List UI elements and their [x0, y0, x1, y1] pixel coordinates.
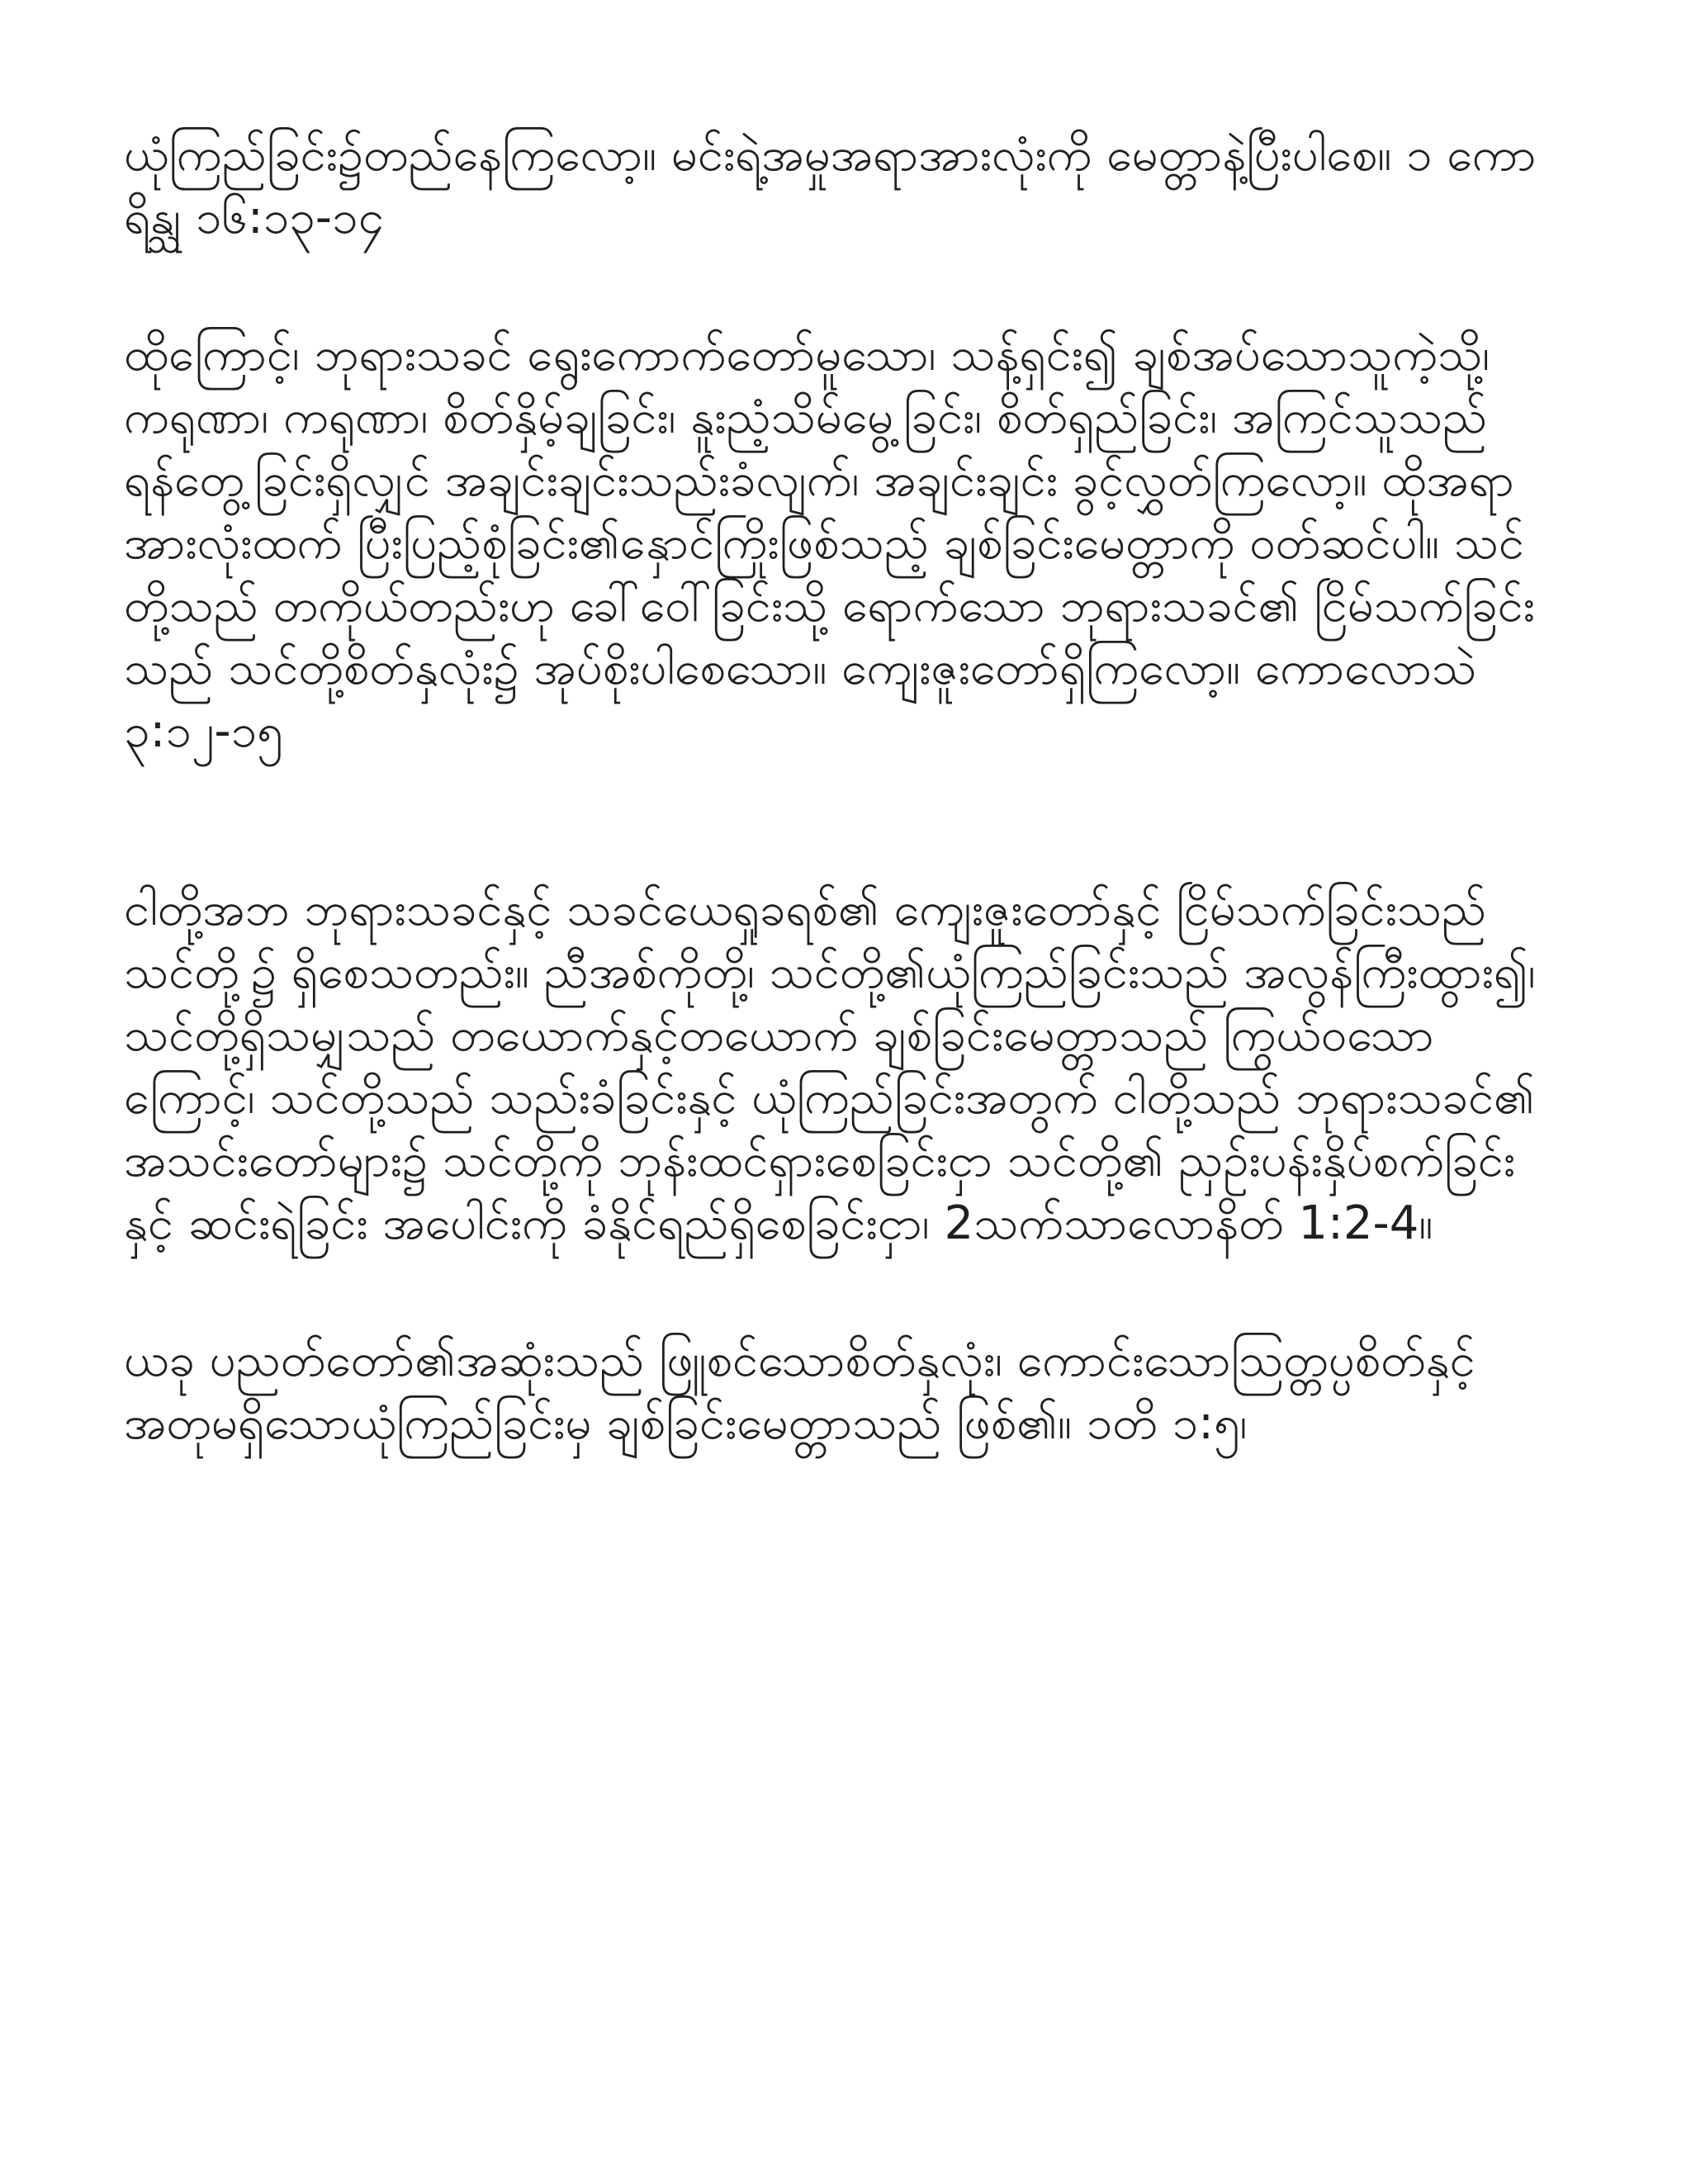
paragraph-1: ယုံကြည်ခြင်း၌တည်နေကြလော့။ မင်းရဲ့အမှုအရာအားလုံးကို မေတ္တာနဲ့ပြီးပါစေ။ ၁ ကောရိန္သု ၁၆:၁၃-၁၄ — [124, 128, 1537, 244]
paragraph-3: ငါတို့အဘ ဘုရားသခင်နှင့် သခင်ယေရှုခရစ်၏ ကျေးဇူးတော်နှင့် ငြိမ်သက်ခြင်းသည် သင်တို့၌ ရှိစေသတည်း။ ညီအစ်ကိုတို့၊ သင်တို့၏ယုံကြည်ခြင်းသည် အလွန်ကြီးထွား၍၊ သင်တို့ရှိသမျှသည် တယောက်နှင့်တယောက် ချစ်ခြင်းမေတ္တာသည် ကြွယ်ဝသောကြောင့်၊ သင်တို့သည် သည်းခံခြင်းနှင့် ယုံကြည်ခြင်းအတွက် ငါတို့သည် ဘုရားသခင်၏ အသင်းတော်များ၌ သင်တို့ကို ဘုန်းထင်ရှားစေခြင်းငှာ သင်တို့၏ ညှဉ်းပန်းနှိပ်စက်ခြင်း နှင့် ဆင်းရဲခြင်း အပေါင်းကို ခံနိုင်ရည်ရှိစေခြင်းငှာ၊ 2သက်သာလောနိတ် 1:2-4။ — [124, 883, 1536, 1250]
document-page — [124, 124, 1561, 1455]
paragraph-4: ယခု ပညတ်တော်၏အဆုံးသည် ဖြူစင်သောစိတ်နှလုံး၊ ကောင်းသောသြတ္တပ္ပစိတ်နှင့် အတုမရှိသောယုံကြည်ခြင်းမှ ချစ်ခြင်းမေတ္တာသည် ဖြစ်၏။ ၁တိ ၁:၅၊ — [124, 1334, 1475, 1450]
paragraph-2: ထိုကြောင့်၊ ဘုရားသခင် ရွေးကောက်တော်မူသော၊ သန့်ရှင်း၍ ချစ်အပ်သောသူကဲ့သို့၊ ကရုဏာ၊ ကရုဏာ၊ စိတ်နှိမ့်ချခြင်း၊ နူးညံ့သိမ်မွေ့ခြင်း၊ စိတ်ရှည်ခြင်း၊ အကြင်သူသည် ရန်တွေ့ခြင်းရှိလျှင် အချင်းချင်းသည်းခံလျက်၊ အချင်းချင်း ခွင့်လွှတ်ကြလော့။ ထိုအရာအားလုံးထက် ပြီးပြည့်စုံခြင်း၏နှောင်ကြိုးဖြစ်သည့် ချစ်ခြင်းမေတ္တာကို ဝတ်ဆင်ပါ။ သင်တို့သည် တကိုယ်တည်းဟု ခေါ်ဝေါ်ခြင်းသို့ ရောက်သော ဘုရားသခင်၏ ငြိမ်သက်ခြင်းသည် သင်တို့စိတ်နှလုံး၌ အုပ်စိုးပါစေသော။ ကျေးဇူးတော်ရှိကြလော့။ ကောလောသဲ ၃:၁၂-၁၅ — [124, 328, 1535, 758]
